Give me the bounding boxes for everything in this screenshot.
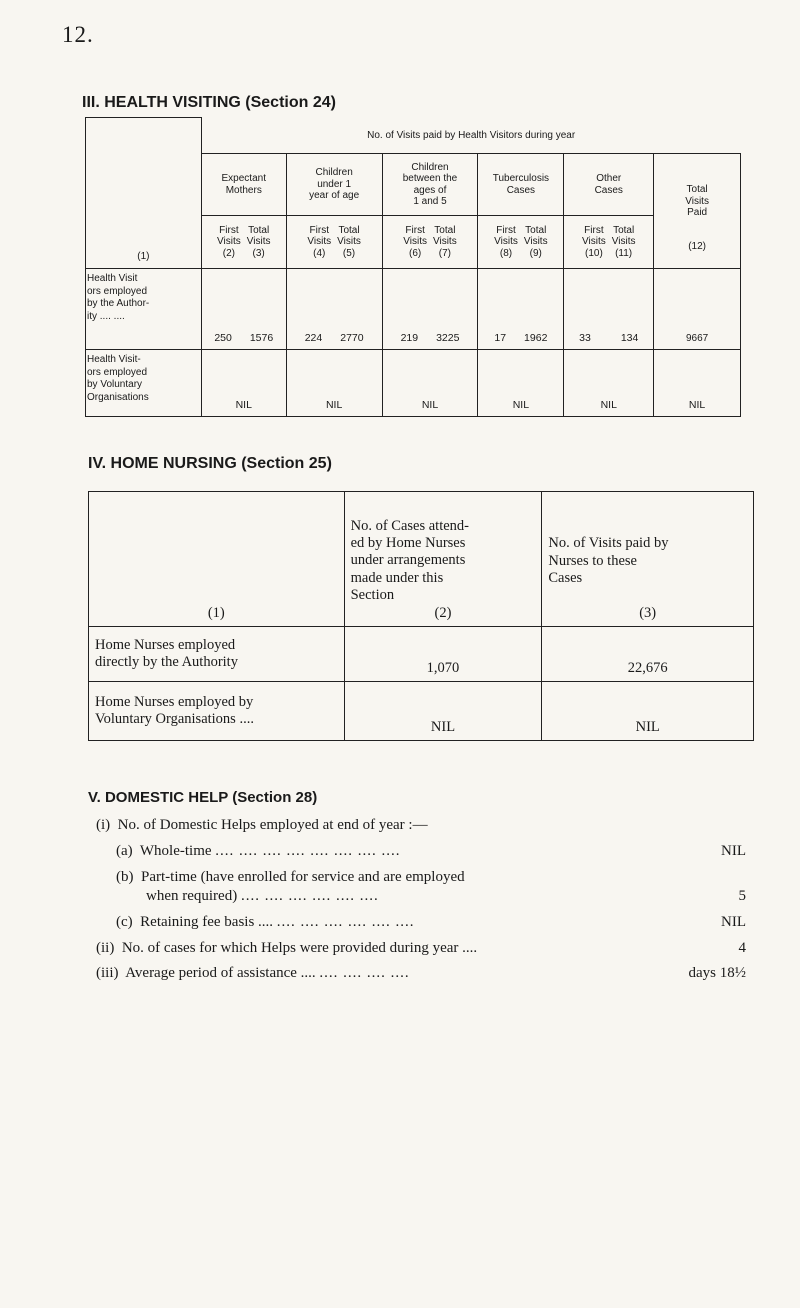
hn-visits-cell: 22,676 <box>542 627 754 682</box>
hv-col1-header: (1) <box>86 118 202 269</box>
hv-cell: 17 1962 <box>478 269 564 350</box>
table-row <box>86 350 741 417</box>
hn-cases-cell: 1,070 <box>344 627 542 682</box>
hv-cat-header: Children between the ages of 1 and 5 <box>382 154 478 216</box>
hv-cell: 224 2770 <box>286 269 382 350</box>
hv-total-cell: NIL <box>654 350 741 417</box>
dh-item-a: (a) Whole-time .... .... .... .... .... .... .... .... NIL <box>116 843 746 859</box>
table-row <box>86 269 741 350</box>
section-3-title: III. HEALTH VISITING (Section 24) <box>82 94 336 111</box>
hv-cell: NIL <box>478 350 564 417</box>
hv-total-header: Total Visits Paid (12) <box>654 154 741 269</box>
hv-cat-header: Children under 1 year of age <box>286 154 382 216</box>
home-nursing-table <box>88 491 754 741</box>
health-visiting-table <box>85 117 741 417</box>
section-4-title: IV. HOME NURSING (Section 25) <box>88 455 332 472</box>
hn-cases-cell: NIL <box>344 682 542 741</box>
page-number: 12. <box>62 22 94 47</box>
hv-group-header: No. of Visits paid by Health Visitors during year <box>201 118 740 154</box>
section-5-title: V. DOMESTIC HELP (Section 28) <box>88 789 318 806</box>
dh-item-iii: (iii) Average period of assistance .... .... .... .... .... days 18½ <box>96 965 746 981</box>
hv-row-label: Health Visit ors employed by the Author- ity .... .... <box>86 269 202 350</box>
dh-item-b: (b) Part-time (have enrolled for service and are employed <box>116 869 465 885</box>
hv-row-label: Health Visit- ors employed by Voluntary Organisations <box>86 350 202 417</box>
hv-cell: NIL <box>382 350 478 417</box>
hv-cell: NIL <box>564 350 654 417</box>
dh-item-c: (c) Retaining fee basis .... .... .... .... .... .... .... NIL <box>116 914 746 930</box>
hv-subheader: First Visits (10) Total Visits (11) <box>564 216 654 269</box>
hn-col3-header: No. of Visits paid by Nurses to these Cases (3) <box>542 492 754 627</box>
dh-item-b-cont: when required) .... .... .... .... .... .... 5 <box>146 888 746 904</box>
table-row <box>89 627 754 682</box>
dh-item-ii: (ii) No. of cases for which Helps were provided during year .... 4 <box>96 940 746 956</box>
hv-subheader: First Visits (2) Total Visits (3) <box>201 216 286 269</box>
hv-subheader: First Visits (8) Total Visits (9) <box>478 216 564 269</box>
hv-cat-header: Tuberculosis Cases <box>478 154 564 216</box>
table-row <box>89 682 754 741</box>
hv-subheader: First Visits (4) Total Visits (5) <box>286 216 382 269</box>
hv-total-cell: 9667 <box>654 269 741 350</box>
hv-cell: NIL <box>201 350 286 417</box>
hn-col2-header: No. of Cases attend- ed by Home Nurses under arrangements made under this Section (2) <box>344 492 542 627</box>
hn-visits-cell: NIL <box>542 682 754 741</box>
hv-cell: 250 1576 <box>201 269 286 350</box>
hv-cell: 219 3225 <box>382 269 478 350</box>
hn-row-label: Home Nurses employed by Voluntary Organisations .... <box>89 682 345 741</box>
hv-cell: NIL <box>286 350 382 417</box>
hn-col1-header: (1) <box>89 492 345 627</box>
hv-subheader: First Visits (6) Total Visits (7) <box>382 216 478 269</box>
hv-cell: 33 134 <box>564 269 654 350</box>
hn-row-label: Home Nurses employed directly by the Authority <box>89 627 345 682</box>
hv-cat-header: Other Cases <box>564 154 654 216</box>
dh-item-i: (i) No. of Domestic Helps employed at end of year :— <box>96 817 428 833</box>
hv-cat-header: Expectant Mothers <box>201 154 286 216</box>
